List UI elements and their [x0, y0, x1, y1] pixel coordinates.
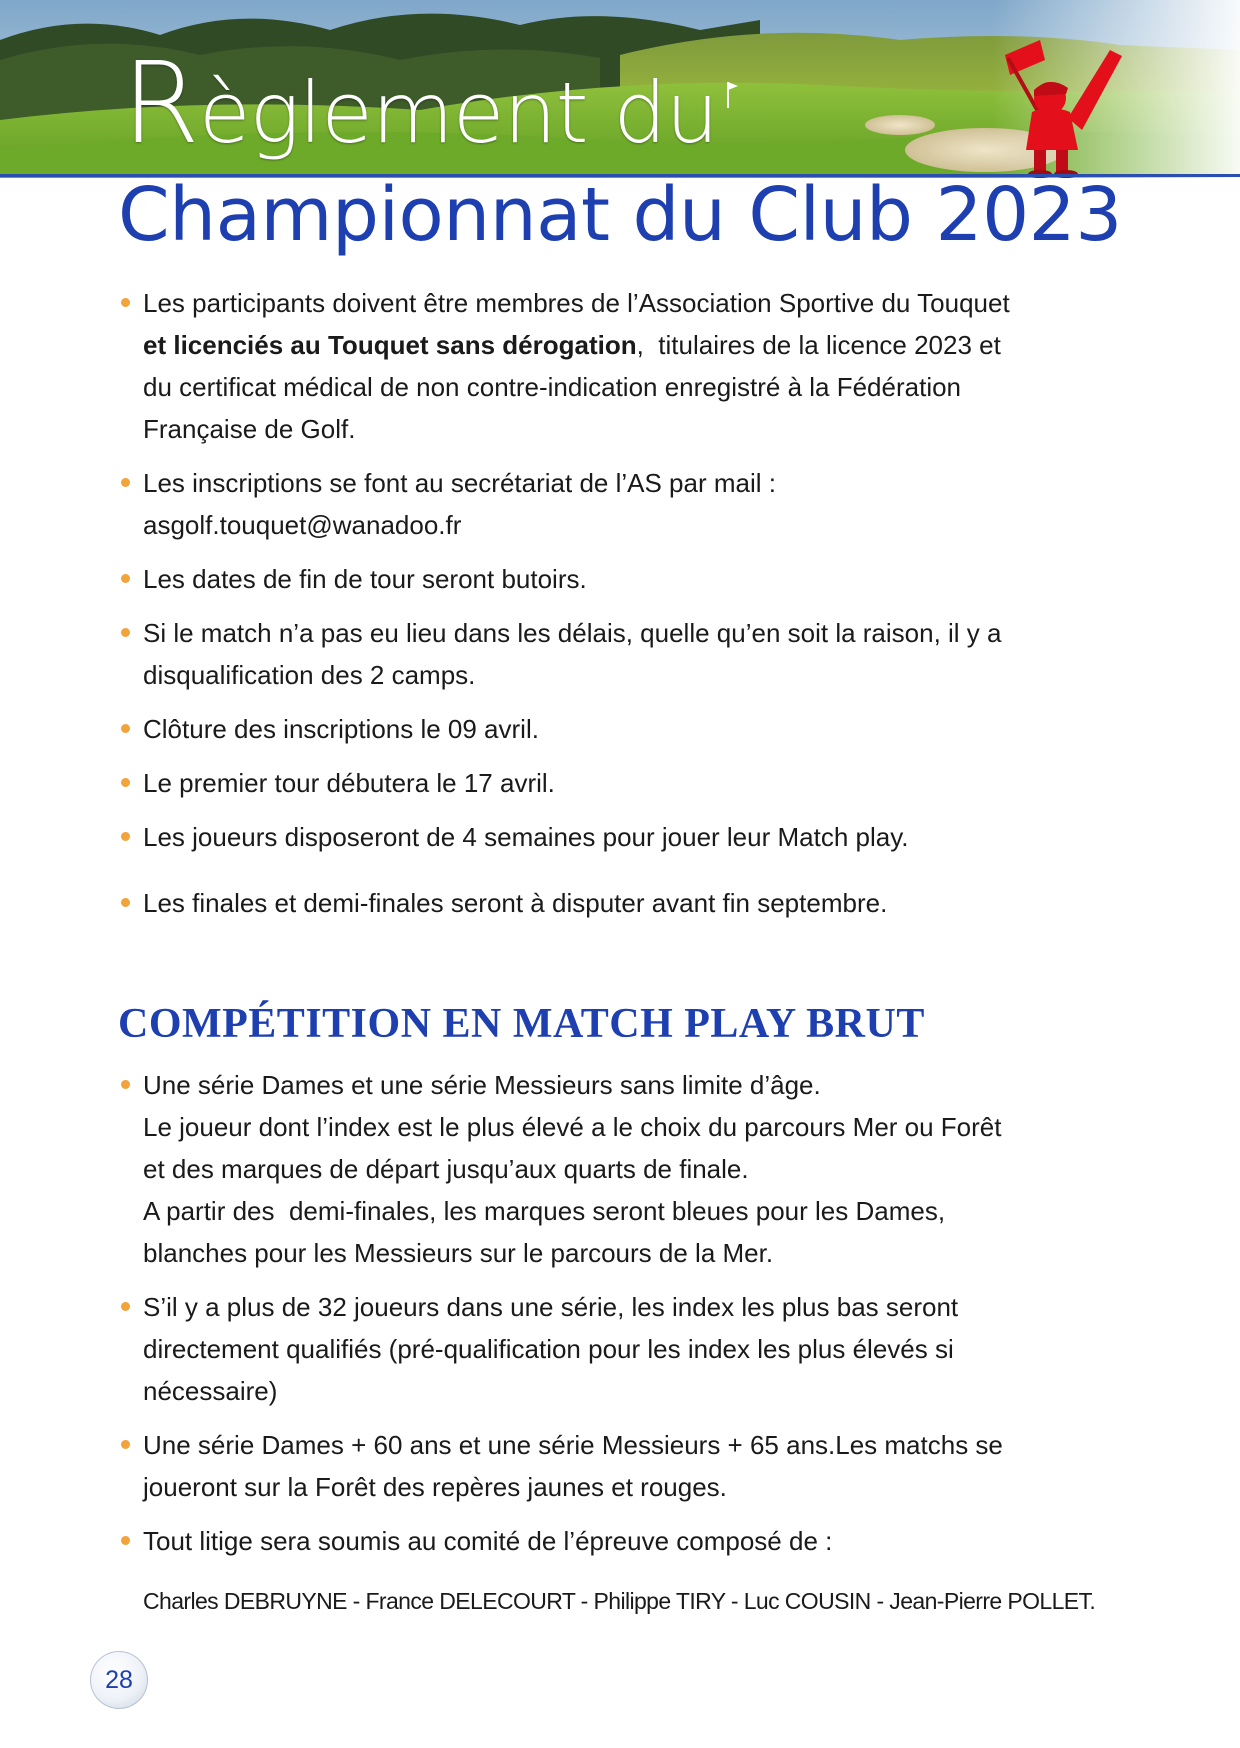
- list-item-line: nécessaire): [143, 1376, 278, 1406]
- list-item-line: Le joueur dont l’index est le plus élevé a le choix du parcours Mer ou Forêt: [143, 1112, 1002, 1142]
- list-item: [118, 816, 1128, 858]
- list-item-line: Tout litige sera soumis au comité de l’épreuve composé de :: [143, 1526, 833, 1556]
- page-number: 28: [105, 1665, 133, 1694]
- list-item-line: Si le match n’a pas eu lieu dans les délais, quelle qu’en soit la raison, il y a: [143, 618, 1002, 648]
- list-item-line: Les joueurs disposeront de 4 semaines pour jouer leur Match play.: [143, 822, 909, 852]
- page-number-badge: [90, 1651, 148, 1709]
- list-item-text: , titulaires de la licence 2023 et: [636, 330, 1001, 360]
- rules-list: [118, 282, 1128, 924]
- list-item: [118, 282, 1128, 450]
- list-item: [118, 882, 1128, 924]
- list-item-line: et des marques de départ jusqu’aux quarts de finale.: [143, 1154, 749, 1184]
- title-initial: R: [122, 39, 199, 169]
- list-item: [118, 1520, 1128, 1562]
- page-title-line2: Championnat du Club 2023: [118, 172, 1122, 258]
- list-item-line: Française de Golf.: [143, 414, 356, 444]
- list-item-line: joueront sur la Forêt des repères jaunes et rouges.: [143, 1472, 727, 1502]
- page-title-line1: [122, 39, 718, 169]
- bold-text: et licenciés au Touquet sans dérogation: [143, 330, 637, 360]
- list-item: [118, 708, 1128, 750]
- section-title: COMPÉTITION EN MATCH PLAY BRUT: [118, 1001, 925, 1047]
- committee-members: Charles DEBRUYNE - France DELECOURT - Philippe TIRY - Luc COUSIN - Jean-Pierre POLLET.: [143, 1588, 1096, 1614]
- list-item-line: directement qualifiés (pré-qualification pour les index les plus élevés si: [143, 1334, 954, 1364]
- list-item-line: Les inscriptions se font au secrétariat de l’AS par mail :: [143, 468, 776, 498]
- list-item-line: du certificat médical de non contre-indication enregistré à la Fédération: [143, 372, 962, 402]
- list-item: [118, 1424, 1128, 1508]
- list-item: [118, 1064, 1128, 1274]
- list-item: [118, 612, 1128, 696]
- list-item-line: A partir des demi-finales, les marques seront bleues pour les Dames,: [143, 1196, 946, 1226]
- competition-list: [118, 1064, 1128, 1562]
- list-item: [118, 1286, 1128, 1412]
- list-item-line: blanches pour les Messieurs sur le parcours de la Mer.: [143, 1238, 774, 1268]
- list-item-line: Clôture des inscriptions le 09 avril.: [143, 714, 539, 744]
- list-item: [118, 558, 1128, 600]
- list-item-line: Les participants doivent être membres de l’Association Sportive du Touquet: [143, 288, 1010, 318]
- list-item-line: disqualification des 2 camps.: [143, 660, 476, 690]
- list-item-line: Les dates de fin de tour seront butoirs.: [143, 564, 587, 594]
- list-item: [118, 462, 1128, 546]
- email-address: asgolf.touquet@wanadoo.fr: [143, 510, 462, 540]
- list-item-line: Une série Dames et une série Messieurs sans limite d’âge.: [143, 1070, 821, 1100]
- list-item-line: S’il y a plus de 32 joueurs dans une série, les index les plus bas seront: [143, 1292, 959, 1322]
- title-rest: èglement du: [198, 64, 718, 162]
- list-item-line: [143, 324, 1128, 366]
- list-item-line: Le premier tour débutera le 17 avril.: [143, 768, 555, 798]
- list-item: [118, 762, 1128, 804]
- list-item-line: Une série Dames + 60 ans et une série Messieurs + 65 ans.Les matchs se: [143, 1430, 1003, 1460]
- list-item-line: Les finales et demi-finales seront à disputer avant fin septembre.: [143, 888, 888, 918]
